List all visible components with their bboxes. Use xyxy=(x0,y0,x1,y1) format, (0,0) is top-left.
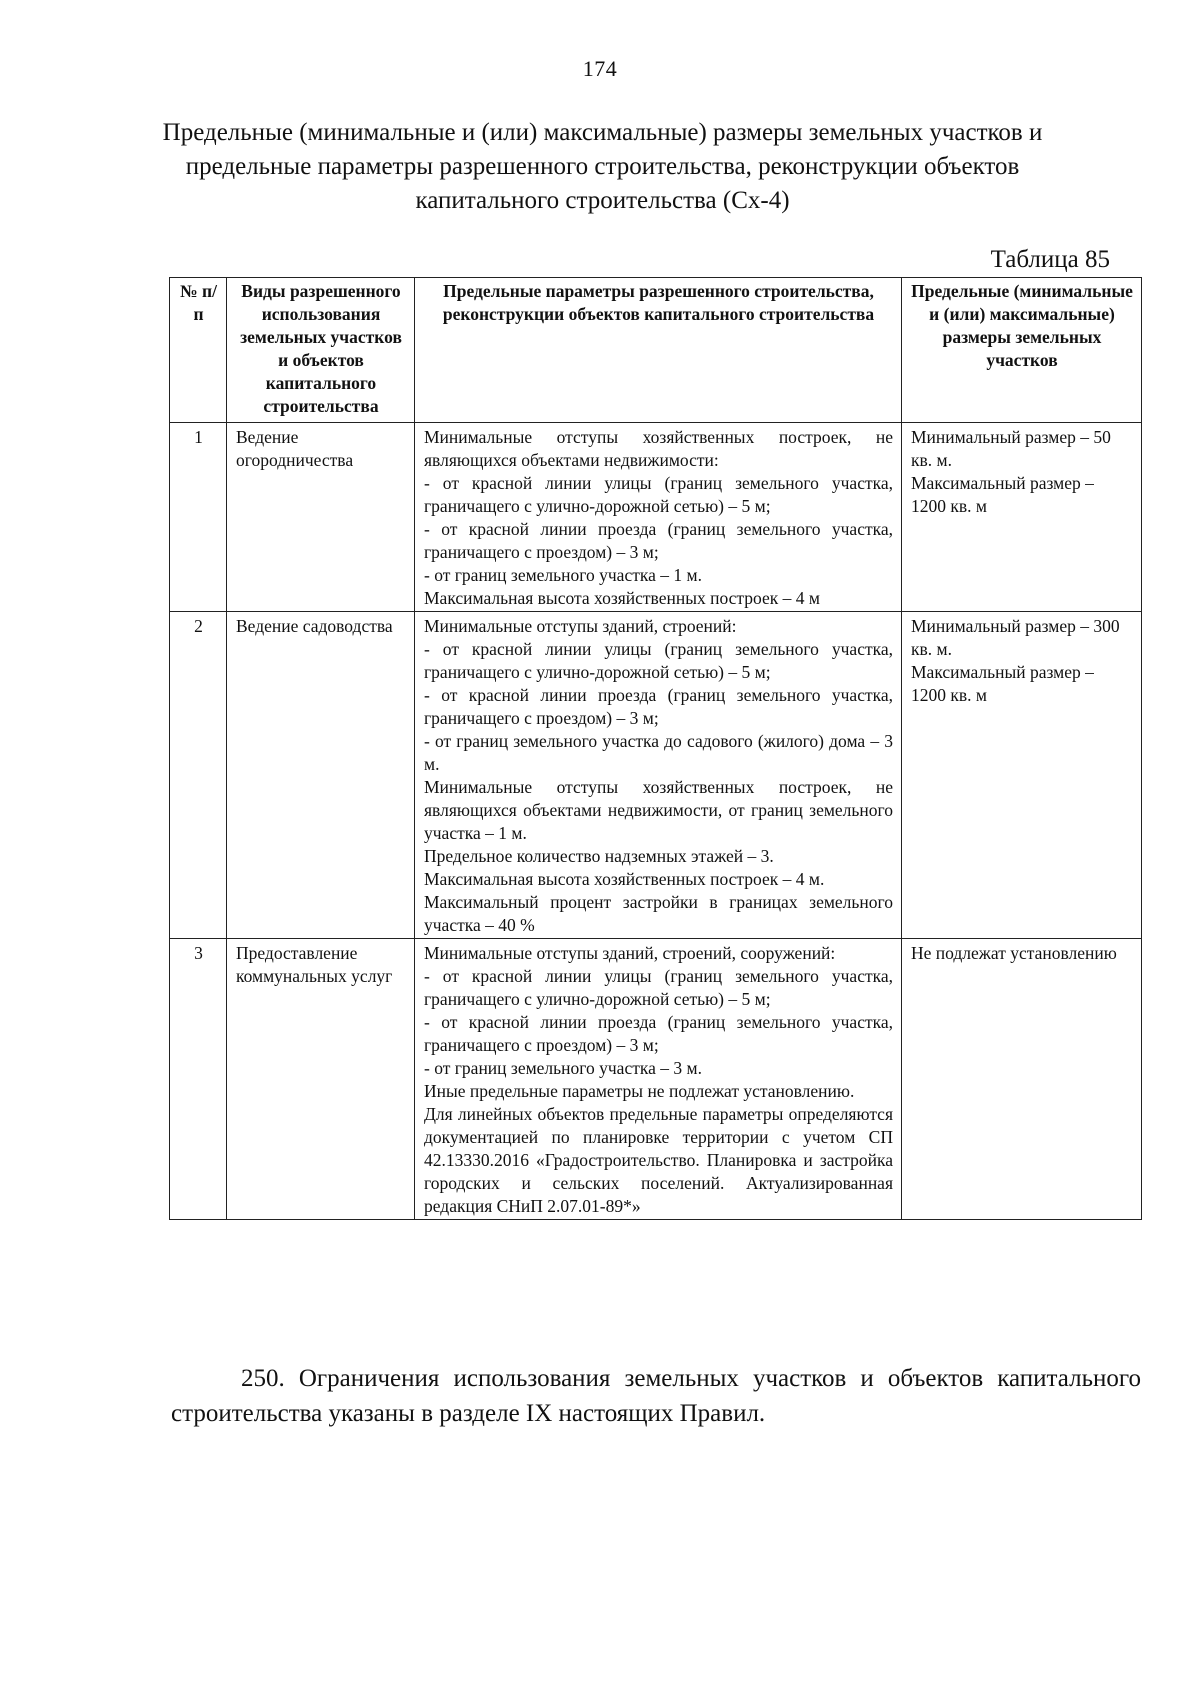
row-number: 2 xyxy=(170,612,227,939)
header-parameters: Предельные параметры разрешенного строительства, реконструкции объектов капитального строительства xyxy=(415,278,902,423)
parameter-line: - от границ земельного участка – 1 м. xyxy=(424,565,702,585)
paragraph-250: 250. Ограничения использования земельных участков и объектов капитального строительства указаны в разделе IX настоящих Правил. xyxy=(171,1365,1141,1427)
size-line: Максимальный размер – 1200 кв. м xyxy=(911,662,1094,705)
size-line: Не подлежат установлению xyxy=(911,943,1117,963)
row-parameters xyxy=(415,939,902,1220)
size-line: Минимальный размер – 300 кв. м. xyxy=(911,616,1120,659)
table-caption: Таблица 85 xyxy=(990,246,1110,273)
header-use-type: Виды разрешенного использования земельных участков и объектов капитального строительства xyxy=(227,278,415,423)
parameter-line: - от границ земельного участка – 3 м. xyxy=(424,1058,702,1078)
parameter-line: - от границ земельного участка до садового (жилого) дома – 3 м. xyxy=(424,731,893,774)
row-use-type: Предоставление коммунальных услуг xyxy=(227,939,415,1220)
parameter-line: - от красной линии проезда (границ земельного участка, граничащего с проездом) – 3 м; xyxy=(424,1012,893,1055)
document-title: Предельные (минимальные и (или) максимальные) размеры земельных участков и предельные параметры разрешенного строительства, реконструкции объектов капитального строительства (Сх-4) xyxy=(162,119,1043,214)
page-number: 174 xyxy=(582,56,618,81)
parameter-line: Предельное количество надземных этажей – 3. xyxy=(424,846,774,866)
row-plot-sizes xyxy=(902,612,1142,939)
parameter-line: - от красной линии проезда (границ земельного участка, граничащего с проездом) – 3 м; xyxy=(424,519,893,562)
parameter-line: Минимальные отступы хозяйственных построек, не являющихся объектами недвижимости: xyxy=(424,427,893,470)
row-number: 3 xyxy=(170,939,227,1220)
parameter-line: Максимальная высота хозяйственных построек – 4 м xyxy=(424,588,820,608)
limits-table xyxy=(169,277,1142,1220)
table-row xyxy=(170,612,1142,939)
row-number: 1 xyxy=(170,423,227,612)
parameter-line: Иные предельные параметры не подлежат установлению. xyxy=(424,1081,855,1101)
header-number: № п/п xyxy=(170,278,227,423)
parameter-line: Максимальный процент застройки в границах земельного участка – 40 % xyxy=(424,892,893,935)
size-line: Минимальный размер – 50 кв. м. xyxy=(911,427,1111,470)
parameter-line: Минимальные отступы хозяйственных построек, не являющихся объектами недвижимости, от границ земельного участка – 1 м. xyxy=(424,777,893,843)
table-header-row xyxy=(170,278,1142,423)
table-row xyxy=(170,423,1142,612)
parameter-line: - от красной линии улицы (границ земельного участка, граничащего с улично-дорожной сетью) – 5 м; xyxy=(424,473,893,516)
parameter-line: Для линейных объектов предельные параметры определяются документацией по планировке территории с учетом СП 42.13330.2016 «Градостроительство. Планировка и застройка городских и сельских поселений. Актуализированная редакция СНиП 2.07.01-89*» xyxy=(424,1104,893,1216)
parameter-line: - от красной линии проезда (границ земельного участка, граничащего с проездом) – 3 м; xyxy=(424,685,893,728)
header-plot-sizes: Предельные (минимальные и (или) максимальные) размеры земельных участков xyxy=(902,278,1142,423)
size-line: Максимальный размер – 1200 кв. м xyxy=(911,473,1094,516)
parameter-line: - от красной линии улицы (границ земельного участка, граничащего с улично-дорожной сетью) – 5 м; xyxy=(424,966,893,1009)
row-use-type: Ведение огородничества xyxy=(227,423,415,612)
parameter-line: Минимальные отступы зданий, строений, сооружений: xyxy=(424,943,836,963)
row-plot-sizes xyxy=(902,939,1142,1220)
parameter-line: Максимальная высота хозяйственных построек – 4 м. xyxy=(424,869,825,889)
parameter-line: Минимальные отступы зданий, строений: xyxy=(424,616,737,636)
table-row xyxy=(170,939,1142,1220)
row-plot-sizes xyxy=(902,423,1142,612)
row-use-type: Ведение садоводства xyxy=(227,612,415,939)
row-parameters xyxy=(415,423,902,612)
row-parameters xyxy=(415,612,902,939)
parameter-line: - от красной линии улицы (границ земельного участка, граничащего с улично-дорожной сетью) – 5 м; xyxy=(424,639,893,682)
